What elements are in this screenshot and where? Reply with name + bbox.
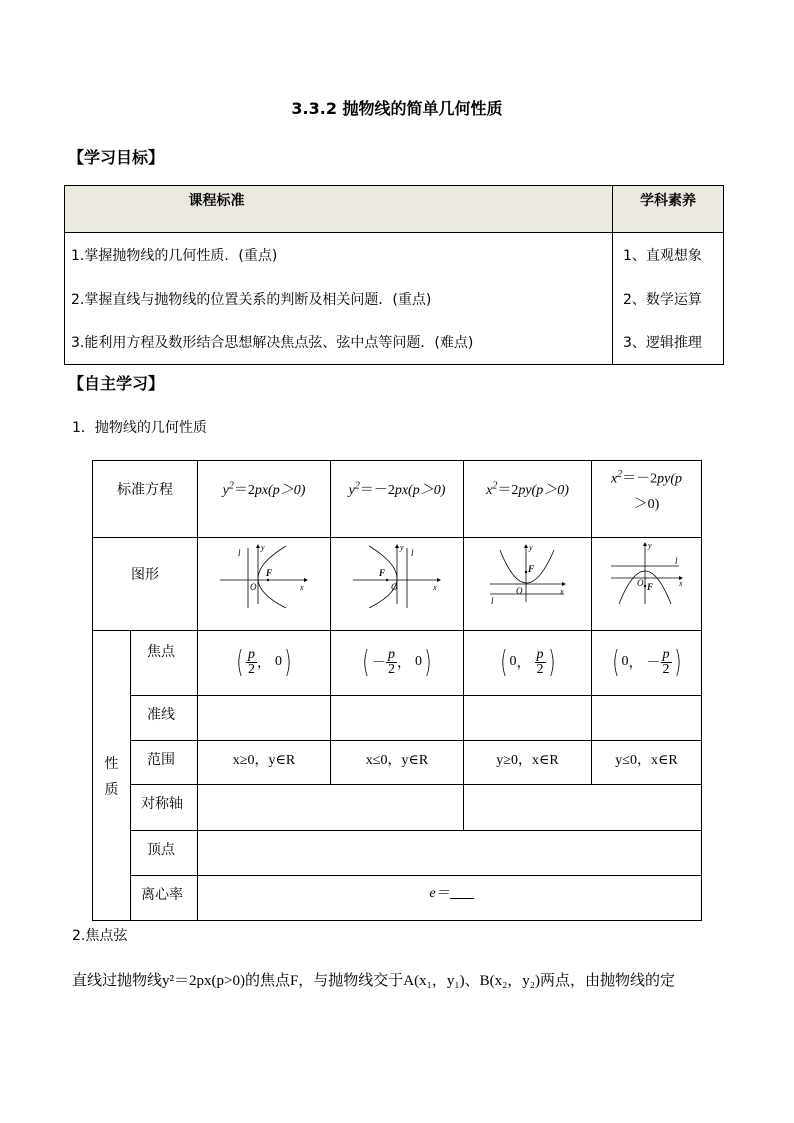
properties-table — [92, 460, 702, 921]
graph4-o-label: O — [636, 578, 643, 588]
focus4-num: p — [662, 646, 670, 662]
graph4-x-label: x — [678, 579, 683, 588]
axis-cell-1 — [198, 785, 464, 831]
eq2-cond: (p＞0) — [408, 483, 446, 498]
graph1-f-label: F — [266, 568, 273, 578]
focus-4: ( 0 ， － $\frac{p}{2}$ ) — [592, 631, 702, 696]
directrix-4 — [592, 696, 702, 741]
focus4-sign: － — [646, 656, 661, 671]
focus3-other: 0 — [509, 654, 517, 669]
focus2-comma: ， — [397, 656, 411, 671]
row-label-focus: 焦点 — [131, 631, 198, 696]
goals-table — [64, 185, 724, 365]
axis-cell-2 — [464, 785, 702, 831]
graph1-y-label: y — [261, 543, 265, 552]
focus-1: ( $\frac{p}{2}$ ， 0 ) — [198, 631, 331, 696]
eq2-lhs: y — [348, 483, 355, 498]
goal-standard-3: 3.能利用方程及数形结合思想解决焦点弦、弦中点等问题．(难点) — [71, 335, 474, 351]
directrix-1 — [198, 696, 331, 741]
graph2-o-label: O — [391, 582, 398, 592]
equation-1 — [198, 461, 331, 538]
eq3-var: py — [518, 483, 532, 498]
goals-header-literacy: 学科素养 — [613, 186, 724, 233]
parabola-down-graph — [609, 540, 685, 606]
graph2-f-label: F — [379, 568, 386, 578]
focus1-other: 0 — [275, 654, 282, 669]
parabola-up-graph — [488, 542, 568, 608]
page-title: 3.3.2 抛物线的简单几何性质 — [291, 99, 503, 118]
row-label-graph: 图形 — [93, 538, 198, 631]
graph2-y-label: y — [400, 543, 404, 552]
equation-2 — [331, 461, 464, 538]
focal-chord-paragraph: 直线过抛物线y²＝2px(p>0)的焦点F，与抛物线交于A(x₁，y₁)、B(x₂，y₂)两点，由抛物线的定 — [72, 973, 676, 989]
row-label-standard-equation: 标准方程 — [93, 461, 198, 538]
goals-header-standard — [65, 186, 613, 233]
eq1-exp: 2 — [228, 480, 234, 492]
eq4-line2: ＞0) — [633, 496, 660, 512]
graph4-f-label: F — [646, 582, 653, 592]
graph4-l-label: l — [674, 556, 678, 566]
section-heading-self-study: 【自主学习】 — [68, 374, 165, 393]
graph-2 — [331, 538, 464, 631]
graph2-x-label: x — [433, 583, 437, 592]
focus1-comma: ， — [257, 656, 271, 671]
eccentricity-blank — [450, 898, 474, 899]
eccentricity-cell — [198, 876, 702, 921]
eq1-mid: ＝2 — [233, 483, 255, 498]
eq2-exp: 2 — [354, 480, 360, 492]
range-2: x≤0，y∈R — [331, 741, 464, 785]
row-label-eccentricity: 离心率 — [131, 876, 198, 921]
goal-standard-2: 2.掌握直线与抛物线的位置关系的判断及相关问题．(重点) — [71, 292, 432, 308]
graph3-x-label: x — [559, 587, 564, 596]
graph-1 — [198, 538, 331, 631]
focus1-den: 2 — [248, 661, 255, 677]
focus1-num: p — [248, 646, 255, 662]
section-heading-goals: 【学习目标】 — [68, 148, 165, 167]
parabola-left-graph — [353, 542, 441, 608]
graph3-l-label: l — [490, 596, 494, 606]
eq3-lhs: x — [486, 483, 493, 498]
graph3-o-label: O — [515, 586, 522, 596]
range-4: y≤0，x∈R — [592, 741, 702, 785]
row-label-vertex: 顶点 — [131, 831, 198, 876]
eccentricity-text: e＝ — [429, 886, 450, 901]
focus2-other: 0 — [415, 654, 422, 669]
range-3: y≥0，x∈R — [464, 741, 592, 785]
focus2-den: 2 — [388, 661, 395, 677]
eq4-exp: 2 — [617, 469, 623, 480]
goal-literacy-3: 3、逻辑推理 — [623, 335, 702, 351]
graph-3 — [464, 538, 592, 631]
eq4-mid: ＝－2 — [622, 471, 658, 487]
eq1-lhs: y — [222, 483, 229, 498]
focus-3: ( 0 ， $\frac{p}{2}$ ) — [464, 631, 592, 696]
focus4-comma: ， — [628, 656, 643, 671]
goals-literacy-cell — [613, 233, 724, 365]
focus3-comma: ， — [516, 656, 531, 671]
focus2-sign: － — [372, 656, 386, 671]
equation-4 — [592, 461, 702, 538]
row-label-directrix: 准线 — [131, 696, 198, 741]
goals-header-standard-text: 课程标准 — [188, 193, 245, 209]
eq2-var: px — [394, 483, 409, 498]
range-1: x≥0，y∈R — [198, 741, 331, 785]
eq4-lhs: x — [610, 471, 618, 487]
eq4-var: py — [657, 471, 671, 487]
focus4-other: 0 — [621, 654, 629, 669]
goal-literacy-1: 1、直观想象 — [623, 248, 702, 264]
item-1-heading: 1．抛物线的几何性质 — [72, 420, 207, 436]
properties-label-char-2: 质 — [104, 781, 119, 798]
vertex-cell — [198, 831, 702, 876]
graph1-o-label: O — [250, 582, 257, 592]
graph3-f-label: F — [527, 564, 534, 574]
row-label-symmetry-axis: 对称轴 — [131, 785, 198, 831]
eq1-cond: (p＞0) — [268, 483, 306, 498]
eq1-var: px — [254, 483, 269, 498]
directrix-2 — [331, 696, 464, 741]
eq4-cond: (p — [670, 471, 683, 487]
graph4-y-label: y — [647, 541, 652, 550]
row-label-range: 范围 — [131, 741, 198, 785]
focus3-den: 2 — [536, 661, 544, 677]
focus2-num: p — [388, 646, 395, 662]
graph2-l-label: l — [411, 548, 414, 558]
directrix-3 — [464, 696, 592, 741]
parabola-right-graph — [220, 542, 308, 608]
goals-standards-cell — [65, 233, 613, 365]
graph1-l-label: l — [238, 548, 241, 558]
row-label-properties — [93, 631, 131, 921]
focus4-den: 2 — [662, 661, 670, 677]
eq2-mid: ＝－2 — [359, 483, 395, 498]
graph-4 — [592, 538, 702, 631]
graph3-y-label: y — [528, 543, 533, 552]
properties-label-char-1: 性 — [104, 755, 119, 772]
eq3-cond: (p＞0) — [531, 483, 569, 498]
focus-2: ( － $\frac{p}{2}$ ， 0 ) — [331, 631, 464, 696]
item-2-heading: 2.焦点弦 — [72, 928, 128, 944]
eq3-exp: 2 — [492, 480, 498, 492]
goal-literacy-2: 2、数学运算 — [623, 292, 702, 308]
eq3-mid: ＝2 — [497, 483, 519, 498]
goal-standard-1: 1.掌握抛物线的几何性质．(重点) — [71, 248, 278, 264]
equation-3 — [464, 461, 592, 538]
graph1-x-label: x — [300, 583, 304, 592]
focus3-num: p — [536, 646, 544, 662]
